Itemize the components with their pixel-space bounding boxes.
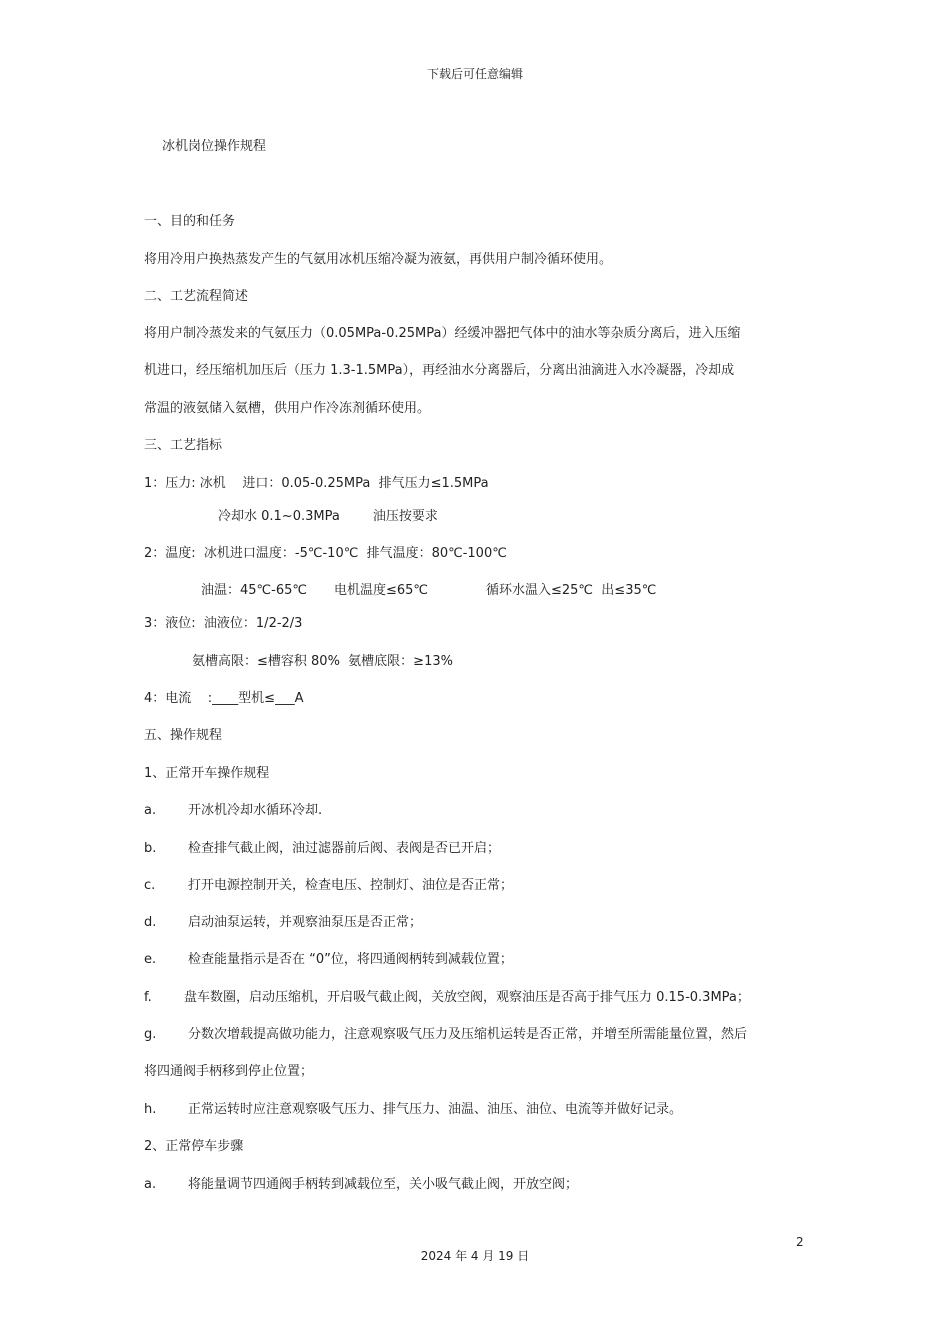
pressure-line1: 1：压力: 冰机 进口：0.05-0.25MPa 排气压力≤1.5MPa: [144, 476, 489, 491]
step-c-label: c.: [144, 878, 156, 893]
temperature-line1: 2：温度: 冰机进口温度：-5℃-10℃ 排气温度：80℃-100℃: [144, 546, 507, 561]
step-c-text: 打开电源控制开关，检查电压、控制灯、油位是否正常；: [188, 878, 514, 893]
temperature-oil: 油温：45℃-65℃: [201, 583, 307, 598]
step-e-label: e.: [144, 952, 157, 967]
page-number: 2: [796, 1235, 804, 1249]
step-g-continuation: 将四通阀手柄移到停止位置；: [144, 1064, 314, 1079]
current-line: 4：电流 :____型机≤___A: [144, 691, 304, 706]
level-line1: 3：液位: 油液位：1/2-2/3: [144, 616, 303, 631]
section-heading-purpose: 一、目的和任务: [144, 214, 236, 229]
step-e-text: 检查能量指示是否在 “0”位，将四通阀柄转到减载位置；: [188, 952, 513, 967]
step-h-text: 正常运转时应注意观察吸气压力、排气压力、油温、油压、油位、电流等并做好记录。: [188, 1102, 683, 1117]
process-text-line3: 常温的液氨储入氨槽，供用户作冷冻剂循环使用。: [144, 401, 431, 416]
process-text-line2: 机进口，经压缩机加压后（压力 1.3-1.5MPa），再经油水分离器后，分离出油滴进入水冷凝器，冷却成: [144, 363, 735, 378]
step-g-label: g.: [144, 1027, 157, 1042]
step-b-text: 检查排气截止阀，油过滤器前后阀、表阀是否已开启；: [188, 841, 501, 856]
subheading-normal-stop: 2、正常停车步骤: [144, 1139, 244, 1154]
step-a-text: 开冰机冷却水循环冷却.: [188, 803, 323, 818]
page-header: 下载后可任意编辑: [426, 67, 523, 81]
step-d-text: 启动油泵运转，并观察油泵压是否正常；: [188, 915, 423, 930]
step-h-label: h.: [144, 1102, 157, 1117]
level-line2: 氨槽高限：≤槽容积 80% 氨槽底限：≥13%: [192, 654, 453, 669]
temperature-motor: 电机温度≤65℃: [334, 583, 429, 598]
step-f-label: f.: [144, 990, 152, 1005]
step-g-text: 分数次增载提高做功能力，注意观察吸气压力及压缩机运转是否正常，并增至所需能量位置，然后: [188, 1027, 748, 1042]
section-heading-process: 二、工艺流程简述: [144, 289, 249, 304]
pressure-line2: 冷却水 0.1~0.3MPa 油压按要求: [218, 509, 438, 524]
process-text-line1: 将用户制冷蒸发来的气氨压力（0.05MPa-0.25MPa）经缓冲器把气体中的油水等杂质分离后，进入压缩: [144, 326, 741, 341]
doc-title: 冰机岗位操作规程: [162, 139, 267, 154]
section-heading-indicators: 三、工艺指标: [144, 438, 223, 453]
step-b-label: b.: [144, 841, 157, 856]
step-d-label: d.: [144, 915, 157, 930]
subheading-normal-start: 1、正常开车操作规程: [144, 766, 270, 781]
stop-step-a-text: 将能量调节四通阀手柄转到减载位至，关小吸气截止阀，开放空阀；: [188, 1177, 579, 1192]
step-a-label: a.: [144, 803, 157, 818]
temperature-water: 循环水温入≤25℃ 出≤35℃: [486, 583, 657, 598]
footer-date: 2024 年 4 月 19 日: [420, 1249, 530, 1263]
section-heading-operation: 五、操作规程: [144, 728, 223, 743]
purpose-text: 将用冷用户换热蒸发产生的气氨用冰机压缩冷凝为液氨，再供用户制冷循环使用。: [144, 252, 613, 267]
stop-step-a-label: a.: [144, 1177, 157, 1192]
step-f-text: 盘车数圈，启动压缩机，开启吸气截止阀，关放空阀，观察油压是否高于排气压力 0.15-0.3MPa；: [184, 990, 750, 1005]
